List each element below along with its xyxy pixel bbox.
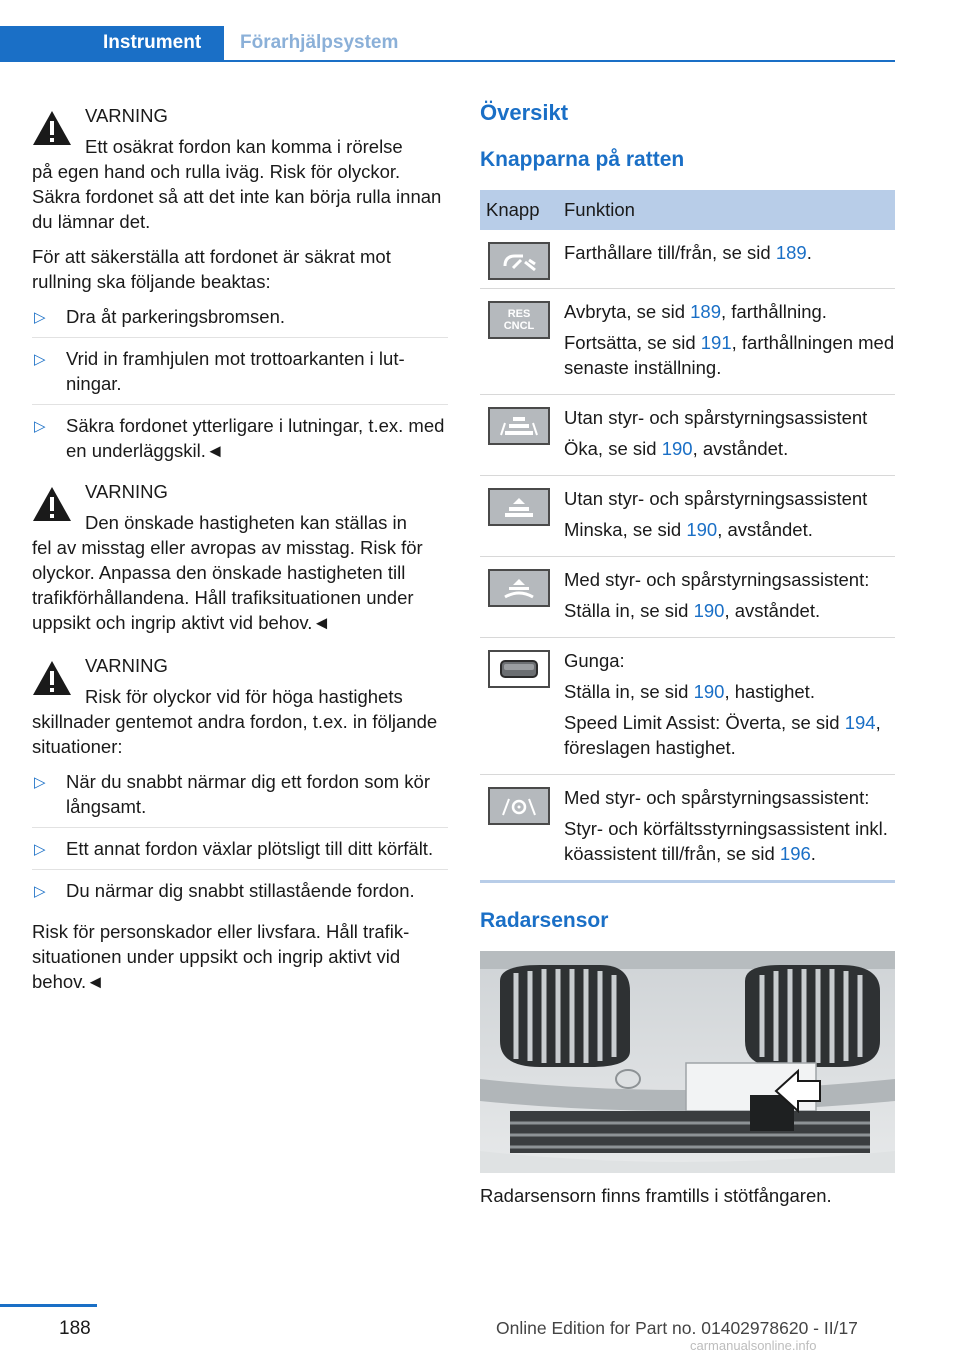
page-link[interactable]: 190: [661, 438, 693, 459]
list-item: ▷ När du snabbt närmar dig ett fordon som kör långsamt.: [32, 769, 448, 828]
function-text: Utan styr- och spårstyrningsassistent: [564, 488, 868, 509]
warning-block-1: [32, 103, 448, 234]
bullet-triangle-icon: ▷: [34, 418, 46, 435]
function-text: Farthållare till/från, se sid 189.: [564, 242, 812, 263]
watermark: carmanualsonline.info: [690, 1338, 817, 1353]
warning-title: VARNING: [85, 655, 168, 676]
bullet-triangle-icon: ▷: [34, 351, 46, 368]
table-header: [480, 190, 895, 230]
list-item: ▷ Dra åt parkeringsbromsen.: [32, 304, 448, 338]
function-text: Speed Limit Assist: Överta, se sid 194, föreslagen hastighet.: [564, 712, 881, 758]
paragraph: Risk för personskador eller livsfara. Håll trafiksituationen under uppsikt och ingrip aktivt vid behov.◄: [32, 921, 410, 992]
tab-forarhjalpsystem[interactable]: Förarhjälpsystem: [240, 32, 399, 53]
warning-text: Risk för olyckor vid för höga hastighets: [85, 686, 403, 707]
bullet-list-2: [32, 769, 448, 911]
bullet-triangle-icon: ▷: [34, 309, 46, 326]
function-text: Avbryta, se sid 189, farthållning.: [564, 301, 827, 322]
table-row: [480, 557, 895, 638]
function-text: Utan styr- och spårstyrningsassistent: [564, 407, 868, 428]
radar-caption: Radarsensorn finns framtills i stötfångaren.: [480, 1185, 832, 1206]
warning-triangle-icon: [32, 486, 72, 522]
section-heading: Översikt: [480, 100, 569, 125]
radar-sensor-illustration: [480, 951, 895, 1173]
subsection-heading: Knapparna på ratten: [480, 148, 685, 171]
bullet-triangle-icon: ▷: [34, 841, 46, 858]
tab-instrument[interactable]: Instrument: [0, 26, 224, 60]
page-link[interactable]: 190: [686, 519, 718, 540]
warning-block-2: [32, 479, 448, 635]
column-header-knapp: Knapp: [486, 199, 540, 220]
warning-block-3: [32, 653, 448, 759]
list-item: ▷ Vrid in framhjulen mot trottoarkanten i lutningar.: [32, 346, 448, 405]
table-row: [480, 775, 895, 880]
function-text: Med styr- och spårstyrningsassistent:: [564, 787, 870, 808]
function-text: Ställa in, se sid 190, hastighet.: [564, 681, 815, 702]
page-link[interactable]: 189: [690, 301, 722, 322]
distance-decrease-icon: [488, 488, 550, 526]
edition-text: Online Edition for Part no. 01402978620 - II/17: [496, 1318, 858, 1338]
distance-increase-icon: [488, 407, 550, 445]
warning-text: Den önskade hastigheten kan ställas in: [85, 512, 407, 533]
warning-triangle-icon: [32, 660, 72, 696]
chapter-header: [0, 26, 895, 62]
table-end-rule: [480, 880, 895, 883]
table-row: [480, 230, 895, 289]
function-text: Ställa in, se sid 190, avståndet.: [564, 600, 821, 621]
page-number: 188: [59, 1318, 91, 1339]
warning-text: fel av misstag eller avropas av misstag. Risk för olyckor. Anpassa den önskade hastigheten till trafikförhållandena. Håll trafiksituationen under uppsikt och ingrip aktivt vid behov.◄: [32, 537, 423, 633]
right-column: [480, 100, 895, 1207]
steering-assistant-icon: [488, 787, 550, 825]
distance-set-icon: [488, 569, 550, 607]
page-link[interactable]: 189: [775, 242, 807, 263]
function-text: Med styr- och spårstyrningsassistent:: [564, 569, 870, 590]
function-text: Minska, se sid 190, avståndet.: [564, 519, 813, 540]
table-row: [480, 476, 895, 557]
table-row: [480, 638, 895, 775]
res-cncl-icon: RES CNCL: [488, 301, 550, 339]
bullet-list-1: [32, 304, 448, 471]
warning-text: Ett osäkrat fordon kan komma i rörelse: [85, 136, 403, 157]
bullet-triangle-icon: ▷: [34, 883, 46, 900]
warning-text: skillnader gentemot andra fordon, t.ex. in följande situationer:: [32, 711, 438, 757]
list-item: ▷ Säkra fordonet ytterligare i lutningar, t.ex. med en underläggskil.◄: [34, 415, 445, 461]
warning-triangle-icon: [32, 110, 72, 146]
column-header-funktion: Funktion: [564, 199, 635, 220]
list-item: ▷ Du närmar dig snabbt stillastående fordon.: [32, 878, 448, 911]
footer-rule: [0, 1304, 97, 1307]
table-row: [480, 395, 895, 476]
subsection-heading-radar: Radarsensor: [480, 909, 609, 932]
rocker-switch-icon: [488, 650, 550, 688]
paragraph: För att säkerställa att fordonet är säkrat mot rullning ska följande beaktas:: [32, 246, 391, 292]
bullet-triangle-icon: ▷: [34, 774, 46, 791]
left-column: [32, 103, 448, 1004]
page-link[interactable]: 191: [700, 332, 732, 353]
page-link[interactable]: 194: [844, 712, 876, 733]
warning-title: VARNING: [85, 105, 168, 126]
page-link[interactable]: 190: [693, 600, 725, 621]
function-text: Öka, se sid 190, avståndet.: [564, 438, 789, 459]
cruise-control-icon: [488, 242, 550, 280]
function-text: Fortsätta, se sid 191, farthållningen med senaste inställning.: [564, 332, 895, 378]
warning-title: VARNING: [85, 481, 168, 502]
function-text: Gunga:: [564, 650, 625, 671]
page-link[interactable]: 196: [779, 843, 811, 864]
function-text: Styr- och körfältsstyrningsassistent inkl. köassistent till/från, se sid 196.: [564, 818, 888, 864]
warning-text: på egen hand och rulla iväg. Risk för olyckor. Säkra fordonet så att det inte kan börja rulla innan du lämnar det.: [32, 161, 442, 232]
list-item: ▷ Ett annat fordon växlar plötsligt till ditt körfält.: [32, 836, 448, 870]
table-row: [480, 289, 895, 395]
page-link[interactable]: 190: [693, 681, 725, 702]
